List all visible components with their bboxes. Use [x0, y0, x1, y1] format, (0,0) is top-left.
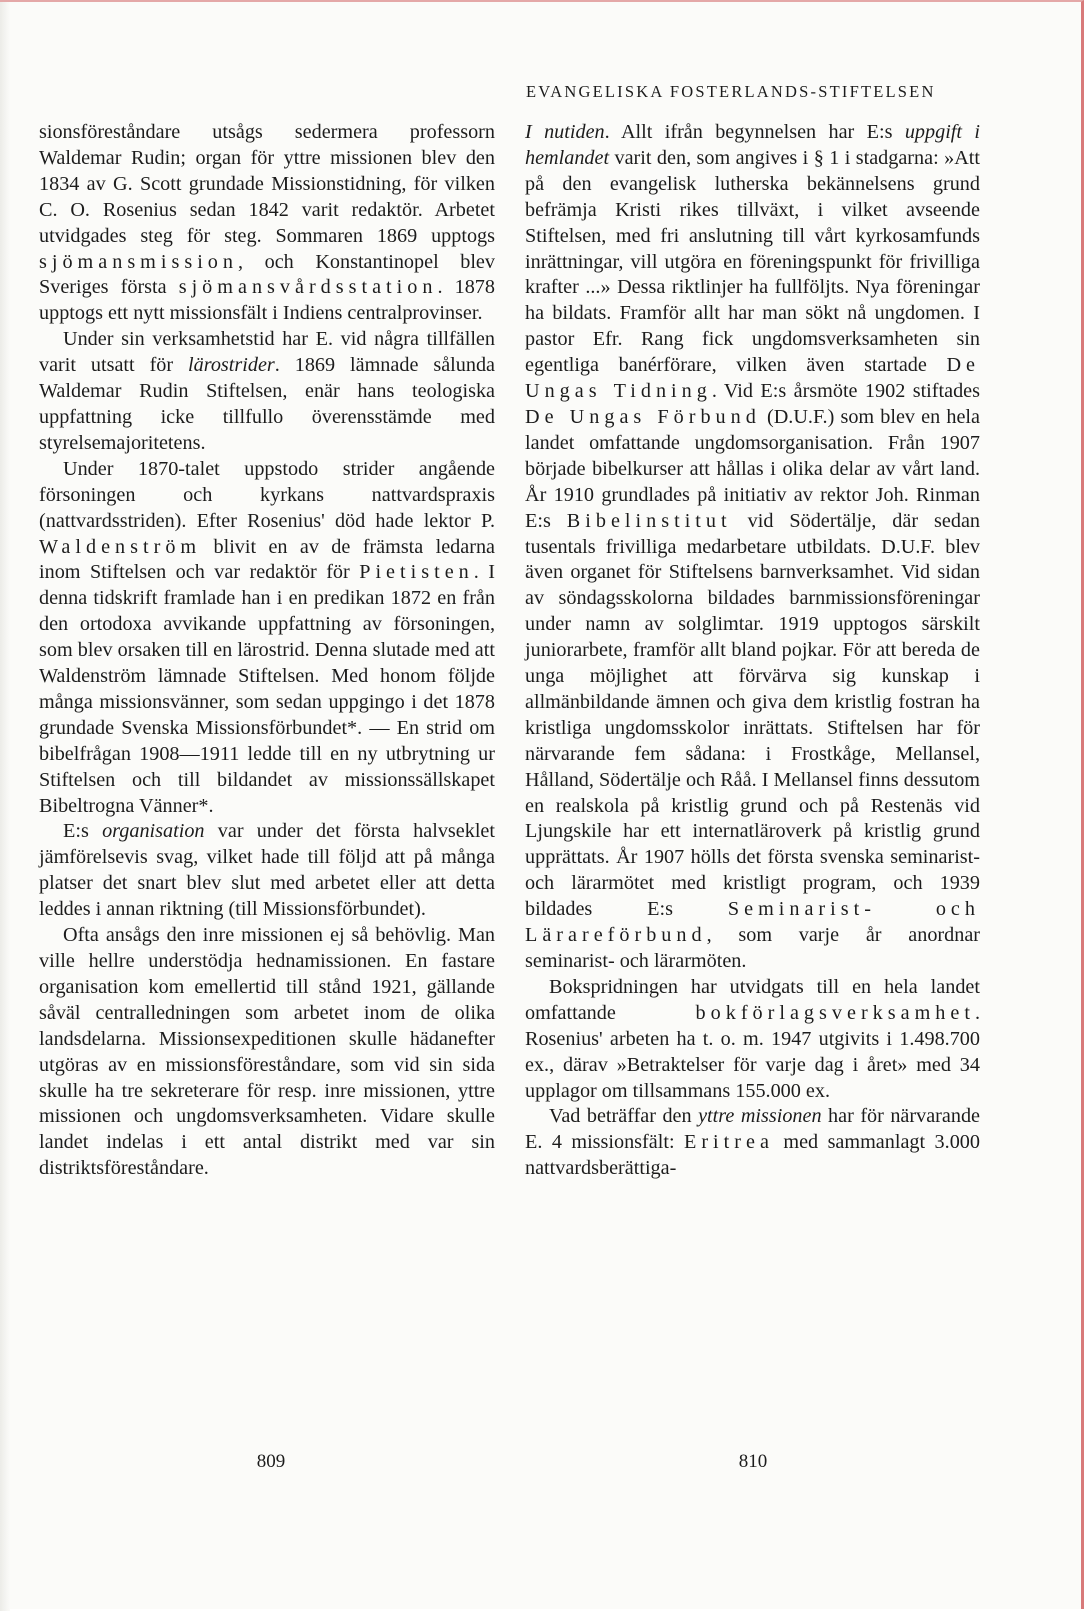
paragraph-left-5: Ofta ansågs den inre missionen ej så behövlig. Man ville hellre understödja hednamissionen. En fastare organisation kom emellertid till stånd 1921, gällande såväl centralledningen som arbetet inom de olika landsdelarna. Missionsexpeditionen skulle hädanefter utgöras av en missionsföreståndare, som vid sin sida skulle ha tre sekreterare för resp. inre missionen, yttre missionen och ungdomsverksamheten. Vidare skulle landet indelas i ett antal distrikt med var sin distriktsföreståndare.	[39, 924, 495, 1180]
spaced-term: sjömansmission	[39, 250, 238, 273]
paragraph-right-3: Vad beträffar den yttre missionen har för närvarande E. 4 missionsfält: Eritrea med sammanlagt 3.000 nattvardsberättiga-	[525, 1105, 980, 1180]
left-column	[39, 120, 495, 1182]
paragraph-right-1: I nutiden. Allt ifrån begynnelsen har E:s uppgift i hemlandet varit den, som angives i § 1 i stadgarna: »Att på den evangelisk lutherska bekännelsens grund befrämja Kristi rikes tillväxt, i vilket avseende Stiftelsen, med fri anslutning till vårt kyrkosamfunds inrättningar, vill utgöra en föreningspunkt för frivilliga krafter ...» Dessa riktlinjer ha fullföljts. Nya föreningar ha bildats. Framför allt har man sökt nå ungdomen. I pastor Efr. Rang fick ungdomsverksamheten sin egentliga banérförare, vilken även startade De Ungas Tidning. Vid E:s årsmöte 1902 stiftades De Ungas Förbund (D.U.F.) som blev en hela landet omfattande ungdomsorganisation. Från 1907 började bibelkurser att hållas i olika delar av vårt land. År 1910 grundlades på initiativ av rektor Joh. Rinman E:s Bibelinstitut vid Södertälje, där sedan tusentals frivilliga medarbetare utbildats. D.U.F. blev även organet för Stiftelsens barnverksamhet. Vid sidan av söndagsskolorna bildades barnmissionsföreningar under namn av solglimtar. 1919 upptogos särskilt juniorarbete, framför allt bland pojkar. För att bereda de unga möjlighet att förvärva sig kunskap i allmänbildande ämnen och giva dem kristlig fostran ha kristliga ungdomsskolor inrättats. Stiftelsen har för närvarande fem sådana: i Frostkåge, Mellansel, Hålland, Södertälje och Råå. I Mellansel finns dessutom en realskola på kristlig grund och på Restenäs vid Ljungskile har ett internatläroverk på kristlig grund upprättats. År 1907 hölls det första svenska seminarist- och lärarmötet med kristligt program, och 1939 bildades E:s Seminarist- och Lärareförbund, som varje år anordnar seminarist- och lärarmöten.	[525, 121, 981, 972]
italic-term: uppgift i hemlandet	[525, 121, 980, 169]
spaced-term: Waldenström	[39, 535, 202, 558]
spaced-term: Seminarist- och Lärareförbund	[525, 898, 980, 947]
spaced-term: Pietisten	[359, 561, 474, 584]
running-head: EVANGELISKA FOSTERLANDS-STIFTELSEN	[526, 82, 936, 101]
page-number-left: 809	[256, 1451, 286, 1472]
paragraph-right-2: Bokspridningen har utvidgats till en hela landet omfattande bokförlagsverksamhet. Rosenius' arbeten ha t. o. m. 1947 utgivits i 1.498.700 ex., därav »Betraktelser för varje dag i året» med 34 upplagor om tillsammans 155.000 ex.	[525, 975, 980, 1102]
right-column	[525, 120, 980, 1182]
paragraph-left-1: sionsföreståndare utsågs sedermera professorn Waldemar Rudin; organ för yttre missionen blev den 1834 av G. Scott grundade Missionstidning, för vilken C. O. Rosenius sedan 1842 varit redaktör. Arbetet utvidgades steg för steg. Sommaren 1869 upptogs sjömansmission, och Konstantinopel blev Sveriges första sjömansvårdsstation. 1878 upptogs ett nytt missionsfält i Indiens centralprovinser.	[39, 121, 495, 325]
italic-term: organisation	[102, 820, 205, 843]
spaced-term: bokförlagsverksamhet	[695, 1001, 975, 1024]
paragraph-left-3: Under 1870-talet uppstodo strider angående försoningen och kyrkans nattvardspraxis (nattvardsstriden). Efter Rosenius' död hade lektor P. Waldenström blivit en av de främsta ledarna inom Stiftelsen och var redaktör för Pietisten. I denna tidskrift framlade han i en predikan 1872 en från den ortodoxa avvikande uppfattning av försoningen, som blev orsaken till en lärostrid. Denna slutade med att Waldenström lämnade Stiftelsen. Med honom följde många missionsvänner, som sedan uppgingo i det 1878 grundade Svenska Missionsförbundet*. — En strid om bibelfrågan 1908—1911 ledde till en ny utbrytning ur Stiftelsen och till bildandet av missionssällskapet Bibeltrogna Vänner*.	[39, 457, 495, 817]
spaced-term: De Ungas Tidning	[525, 354, 980, 403]
spaced-term: De Ungas Förbund	[525, 405, 761, 428]
page-edge-shadow	[0, 2, 10, 1611]
paragraph-left-2: Under sin verksamhetstid har E. vid några tillfällen varit utsatt för lärostrider. 1869 lämnade sålunda Waldemar Rudin Stiftelsen, enär hans teologiska uppfattning icke tillfullo överensstämde med styrelsemajoritetens.	[39, 328, 495, 454]
spaced-term: sjömansvårdsstation	[178, 276, 438, 299]
italic-term: lärostrider	[188, 354, 275, 377]
italic-term: yttre missionen	[698, 1105, 822, 1128]
page-number-right: 810	[738, 1451, 768, 1472]
spaced-term: Bibelinstitut	[566, 509, 732, 532]
spaced-term: Eritrea	[684, 1131, 774, 1154]
paragraph-left-4: E:s organisation var under det första halvseklet jämförelsevis svag, vilket hade till följd att på många platser det snart blev slut med arbetet eller att detta leddes i annan riktning (till Missionsförbundet).	[39, 820, 496, 921]
italic-heading: I nutiden	[525, 121, 605, 143]
